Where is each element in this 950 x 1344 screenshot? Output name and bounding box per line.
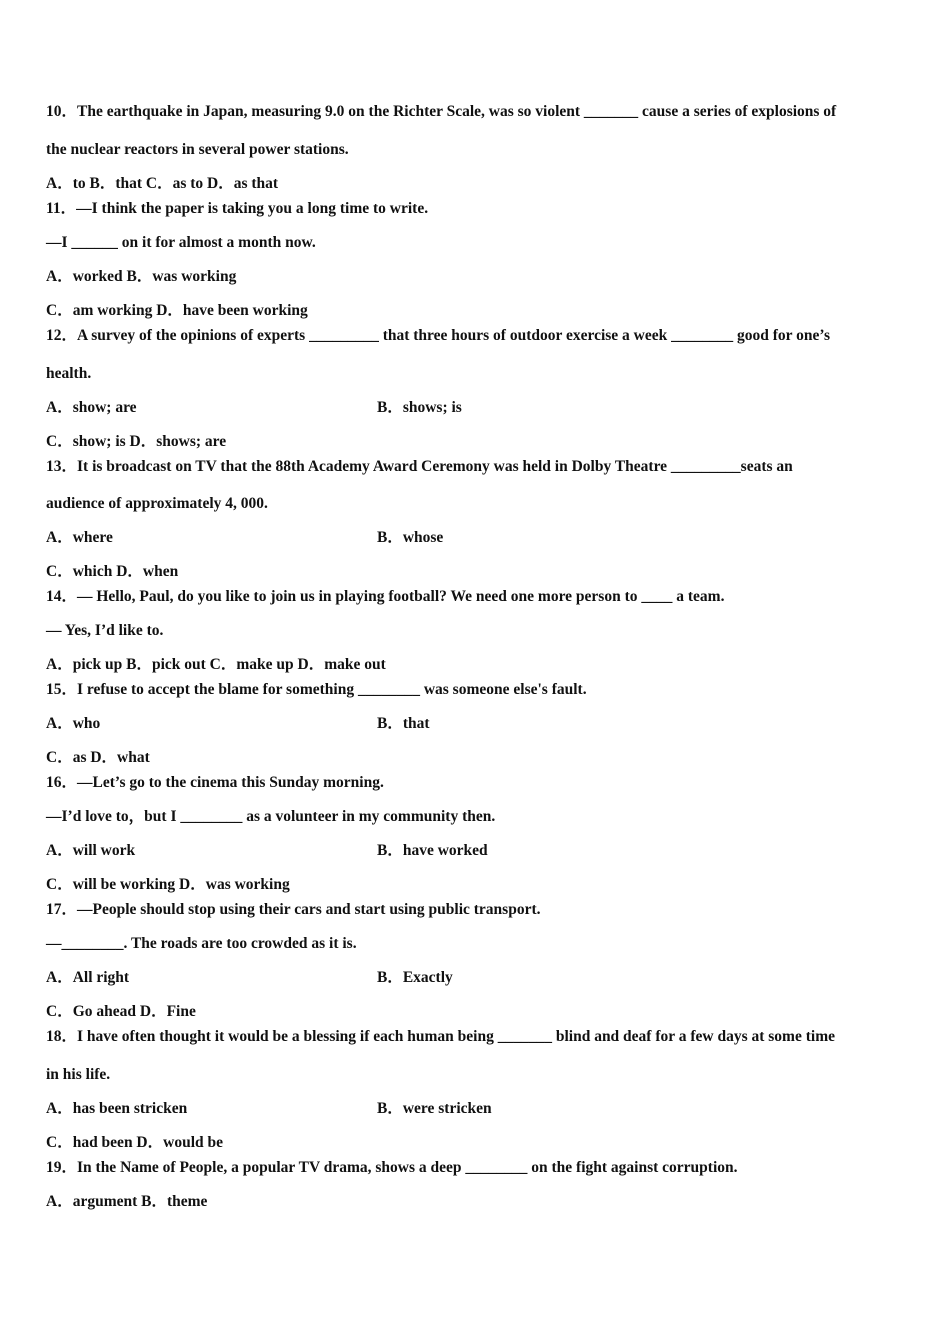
q13-stem-line2: audience of approximately 4, 000.: [46, 495, 268, 512]
q11-options-ab: A．worked B．was working: [46, 268, 237, 285]
q17-stem-line2: —________. The roads are too crowded as it is.: [46, 935, 357, 952]
q11-stem-line1: 11．—I think the paper is taking you a long time to write.: [46, 200, 429, 217]
q16-options-cd: C．will be working D．was working: [46, 876, 290, 893]
q18-option-b: B．were stricken: [377, 1100, 492, 1117]
q16-stem-line1: 16．—Let’s go to the cinema this Sunday morning.: [46, 774, 384, 791]
q12-stem-line1: 12．A survey of the opinions of experts _________ that three hours of outdoor exercise a week ________ good for one’s: [46, 327, 830, 344]
q12-option-b: B．shows; is: [377, 399, 462, 416]
q13-option-a: A．where: [46, 529, 113, 546]
q16-option-a: A．will work: [46, 842, 136, 859]
q11-stem-line2: —I ______ on it for almost a month now.: [46, 234, 316, 251]
q14-stem-line1: 14．— Hello, Paul, do you like to join us in playing football? We need one more person to ____ a team.: [46, 588, 725, 605]
q17-options-cd: C．Go ahead D．Fine: [46, 1003, 196, 1020]
q19-stem-line1: 19．In the Name of People, a popular TV drama, shows a deep ________ on the fight against corruption.: [46, 1159, 738, 1176]
q14-stem-line2: — Yes, I’d like to.: [46, 622, 164, 639]
q11-options-cd: C．am working D．have been working: [46, 302, 308, 319]
q12-option-a: A．show; are: [46, 399, 137, 416]
q13-stem-line1: 13．It is broadcast on TV that the 88th Academy Award Ceremony was held in Dolby Theatre _________seats an: [46, 458, 793, 475]
q15-options-cd: C．as D．what: [46, 749, 150, 766]
q17-option-b: B．Exactly: [377, 969, 453, 986]
q17-option-a: A．All right: [46, 969, 130, 986]
q15-stem-line1: 15．I refuse to accept the blame for something ________ was someone else's fault.: [46, 681, 587, 698]
q12-options-cd: C．show; is D．shows; are: [46, 433, 227, 450]
q17-stem-line1: 17．—People should stop using their cars and start using public transport.: [46, 901, 541, 918]
q10-options: A．to B．that C．as to D．as that: [46, 175, 279, 192]
q16-option-b: B．have worked: [377, 842, 488, 859]
q10-stem-line2: the nuclear reactors in several power stations.: [46, 141, 349, 158]
q18-option-a: A．has been stricken: [46, 1100, 188, 1117]
q14-options: A．pick up B．pick out C．make up D．make out: [46, 656, 386, 673]
q13-option-b: B．whose: [377, 529, 444, 546]
q16-stem-line2: —I’d love to，but I ________ as a volunteer in my community then.: [46, 808, 496, 825]
q15-option-a: A．who: [46, 715, 101, 732]
q10-stem-line1: 10．The earthquake in Japan, measuring 9.0 on the Richter Scale, was so violent _______ cause a series of explosions of: [46, 103, 837, 120]
q12-stem-line2: health.: [46, 365, 92, 382]
q15-option-b: B．that: [377, 715, 430, 732]
q19-options: A．argument B．theme: [46, 1193, 208, 1210]
q18-stem-line2: in his life.: [46, 1066, 111, 1083]
q18-options-cd: C．had been D．would be: [46, 1134, 223, 1151]
q18-stem-line1: 18．I have often thought it would be a blessing if each human being _______ blind and deaf for a few days at some time: [46, 1028, 835, 1045]
q13-options-cd: C．which D．when: [46, 563, 179, 580]
